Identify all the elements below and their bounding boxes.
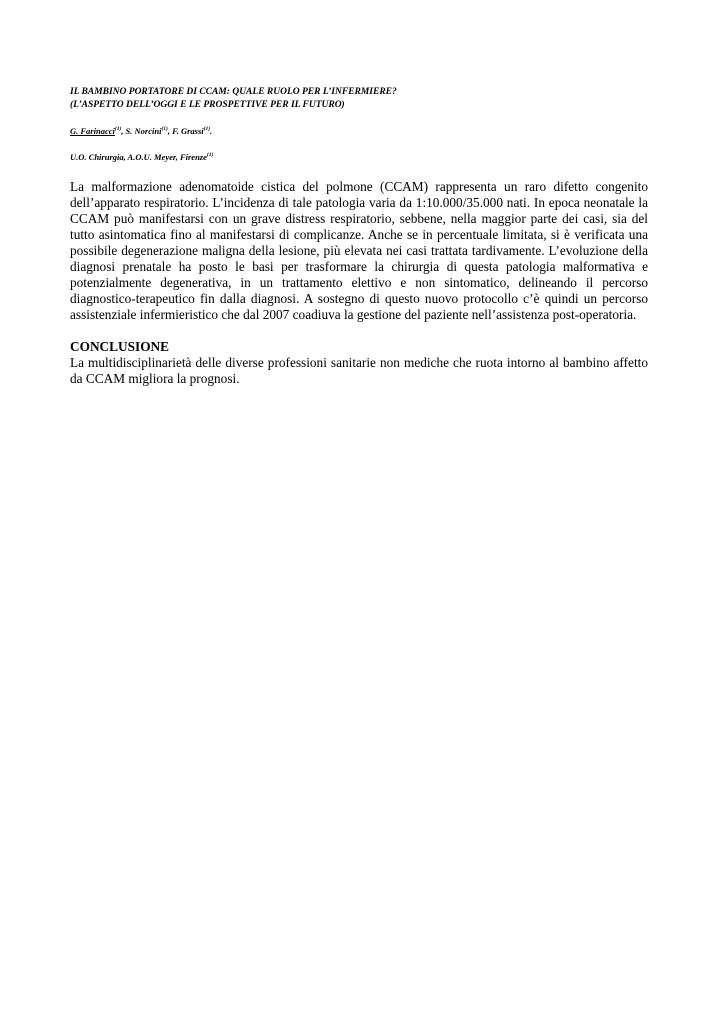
affiliation-text: U.O. Chirurgia, A.O.U. Meyer, Firenze [70, 152, 207, 162]
affiliation-mark: (1) [161, 126, 168, 132]
conclusion-paragraph: La multidisciplinarietà delle diverse professioni sanitarie non mediche che ruota intorno al bambino affetto da CCAM migliora la prognosi. [70, 355, 648, 386]
author-separator: , [121, 126, 126, 136]
author-name: G. Farinacci [70, 126, 115, 136]
title-line-1: IL BAMBINO PORTATORE DI CCAM: QUALE RUOLO PER L’INFERMIERE? [70, 87, 397, 97]
author-separator: . [210, 126, 213, 136]
document-page [70, 86, 648, 387]
title-line-2: (L’ASPETTO DELL’OGGI E LE PROSPETTIVE PER IL FUTURO) [70, 100, 345, 110]
affiliation-mark: (1) [206, 152, 214, 158]
affiliation-line [70, 151, 648, 163]
abstract-paragraph: La malformazione adenomatoide cistica del polmone (CCAM) rappresenta un raro difetto congenito dell’apparato respiratorio. L’incidenza di tale patologia varia da 1:10.000/35.000 nati. In epoca neonatale la CCAM può manifestarsi con un grave distress respiratorio, sebbene, nella maggior parte dei casi, sia del tutto asintomatica fino al manifestarsi di complicanze. Anche se in percentuale limitata, si è verificata una possibile degenerazione maligna della lesione, più elevata nei casi trattata tardivamente. L’evoluzione della diagnosi prenatale ha posto le basi per trasformare la chirurgia di questa patologia malformativa e potenzialmente degenerativa, in un trattamento elettivo e non sintomatico, delineando il percorso diagnostico-terapeutico fin dalla diagnosi. A sostegno di questo nuovo protocollo c’è quindi un percorso assistenziale infermieristico che dal 2007 coadiuva la gestione del paziente nell’assistenza post-operatoria. [70, 179, 648, 322]
affiliation-mark: (1) [114, 126, 122, 132]
author-name: F. Grassi [172, 126, 204, 136]
affiliation-mark: (1) [203, 126, 211, 132]
conclusion-heading: CONCLUSIONE [70, 339, 170, 354]
author-separator: , [167, 126, 173, 136]
author-name: S. Norcini [125, 126, 162, 136]
authors-line [70, 125, 648, 137]
